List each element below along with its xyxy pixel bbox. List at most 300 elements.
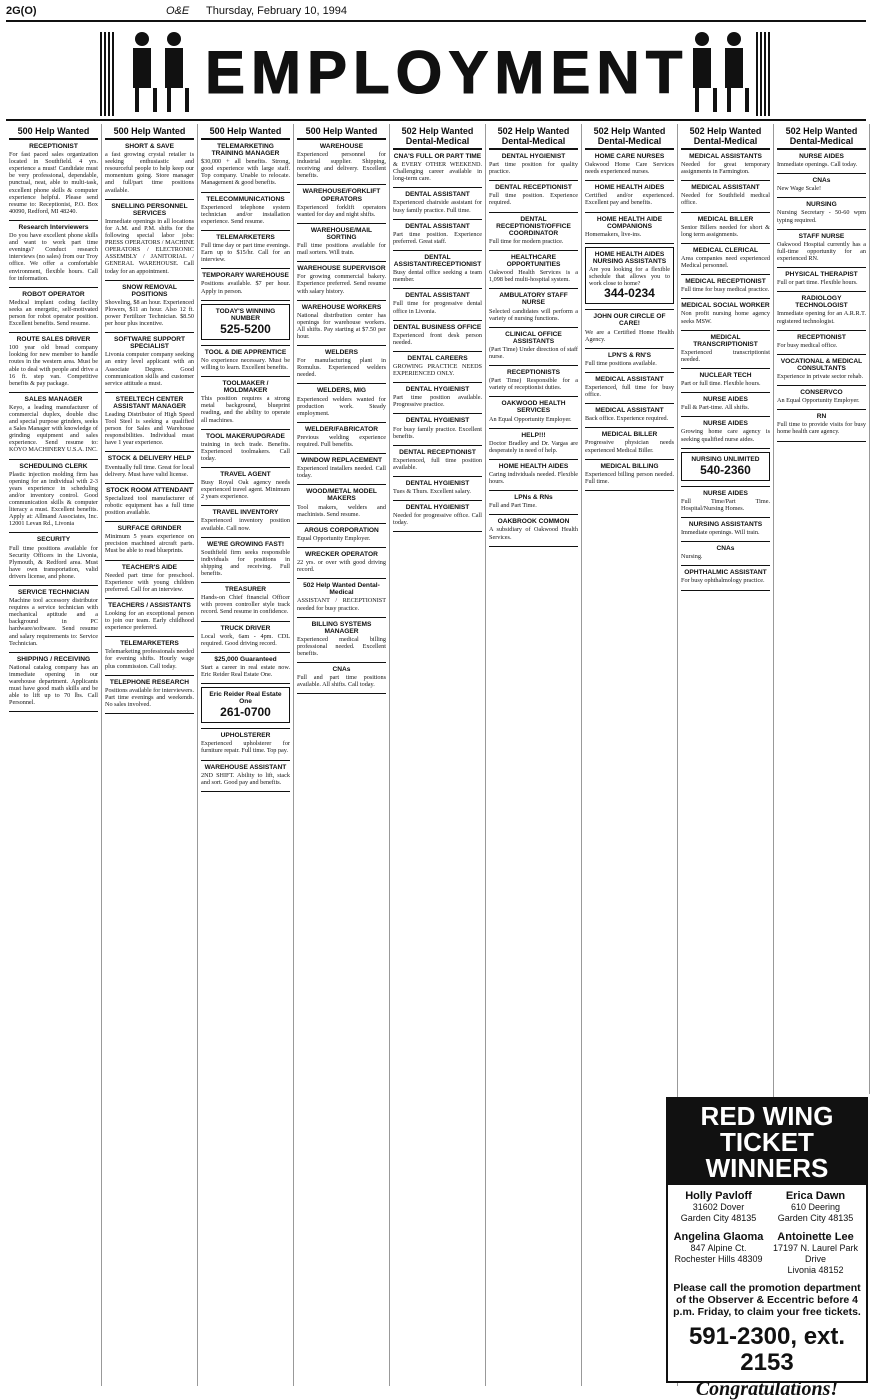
ad-title: DENTAL ASSISTANT (405, 191, 470, 199)
ad-title: MEDICAL ASSISTANTS (689, 153, 762, 160)
classified-ad (489, 153, 578, 175)
ad-body: Tool makers, welders and machinists. Send resume. (297, 503, 386, 518)
ad-title: SURFACE GRINDER (117, 525, 182, 533)
ad-title: DENTAL BUSINESS OFFICE (393, 323, 482, 331)
ad-body: Local work, 6am - 4pm. CDL required. Good driving record. (201, 632, 290, 647)
ad-title: TELEMARKETING TRAINING MANAGER (211, 143, 280, 158)
ad-title: CNAs (716, 545, 735, 553)
classified-ad (105, 455, 194, 477)
classified-ad (489, 254, 578, 283)
classified-ad (393, 504, 482, 526)
ad-title: DENTAL HYGIENIST (501, 153, 566, 160)
ad-title: TOOL & DIE APPRENTICE (204, 348, 287, 356)
classified-ad (585, 407, 674, 422)
classified-column (582, 124, 678, 1386)
classified-ad (393, 324, 482, 346)
ad-body: Start a career in real estate now. Eric Reider Real Estate One. (201, 663, 290, 678)
ad-divider (201, 467, 290, 468)
ad-body: training in tech trade. Benefits. Experienced toolmakers. Call today. (201, 440, 290, 462)
ad-divider (393, 445, 482, 446)
ad-body: Do you have excellent phone skills and want to work part time evenings? Conduct research interviews (no sales) from our Troy office. We offer a comfortable environment, flexible hours. Call for information. (9, 232, 98, 282)
ad-title: DENTAL RECEPTIONIST (495, 184, 572, 192)
ad-title: DENTAL RECEPTIONIST/OFFICE COORDINATOR (496, 215, 571, 237)
ad-title: SHORT & SAVE (125, 143, 174, 150)
column-heading: 502 Help Wanted Dental-Medical (393, 124, 482, 150)
classified-ad (105, 396, 194, 447)
classified-ad (9, 291, 98, 327)
ad-title: AMBULATORY STAFF NURSE (499, 292, 568, 307)
ad-title: WINDOW REPLACEMENT (301, 457, 382, 465)
ad-divider (777, 441, 866, 442)
classified-ad (297, 666, 386, 688)
ad-body: Needed for progressive office. Call today. (393, 512, 482, 527)
classified-ad (297, 527, 386, 542)
ad-body: We are a Certified Home Health Agency. (585, 328, 674, 343)
classified-ad (105, 525, 194, 554)
ad-divider (9, 459, 98, 460)
ad-body: Equal Opportunity Employer. (297, 534, 371, 542)
classified-ad (777, 271, 866, 286)
ad-title: SCHEDULING CLERK (19, 462, 88, 470)
classified-ad (201, 196, 290, 225)
classified-ad (9, 224, 98, 282)
ad-divider (105, 636, 194, 637)
ad-title: TOOLMAKER / MOLDMAKER (222, 380, 269, 395)
ad-body: Full time for progressive dental office in Livonia. (393, 300, 482, 315)
winner-entry: Erica Dawn 610 Deering Garden City 48135 (777, 1190, 854, 1223)
classified-ad (777, 177, 866, 192)
person-figure-icon (162, 32, 186, 112)
ad-body: New Wage Scale! (777, 185, 822, 193)
ad-body: Oakwood Health Services is a 1,098 bed multi-hospital system. (489, 269, 578, 284)
ad-divider (393, 219, 482, 220)
ad-divider (777, 385, 866, 386)
ad-divider (105, 483, 194, 484)
winner-list (668, 1185, 866, 1282)
ad-body: & EVERY OTHER WEEKEND. Challenging career available in long-term care. (393, 161, 482, 183)
ad-body: Experienced inventory position available. Call now. (201, 517, 290, 532)
classified-ad (105, 336, 194, 387)
ad-body: Non profit nursing home agency seeks MSW. (681, 310, 770, 325)
column-heading: 500 Help Wanted (105, 124, 194, 140)
classified-ad (681, 521, 770, 536)
ad-body: Full time to provide visits for busy home health care agency. (777, 421, 866, 436)
ad-divider (681, 298, 770, 299)
ad-title: CNAs (812, 177, 831, 185)
classified-ad (681, 372, 770, 387)
ad-divider (297, 383, 386, 384)
classified-ad (105, 284, 194, 328)
ad-body: Progressive physician needs experienced Medical Biller. (585, 439, 674, 454)
ad-title: DENTAL HYGIENIST (405, 480, 470, 487)
classified-ad (489, 216, 578, 245)
ad-title: HEALTHCARE OPPORTUNITIES (506, 253, 561, 269)
classified-ad (585, 463, 674, 485)
ad-divider (489, 327, 578, 328)
ad-divider (297, 345, 386, 346)
ad-divider (201, 582, 290, 583)
ad-divider (297, 662, 386, 663)
ad-divider (681, 448, 770, 449)
column-heading: 502 Help Wanted Dental-Medical (489, 124, 578, 150)
classified-ad (393, 417, 482, 439)
ad-title: NURSING (806, 201, 837, 209)
ad-body: ASSISTANT / RECEPTIONIST needed for busy practice. (297, 597, 386, 612)
classified-ad (585, 247, 674, 304)
classified-ad (201, 234, 290, 263)
ad-title: BILLING SYSTEMS MANAGER (311, 620, 372, 635)
claim-message: Please call the promotion department of the Observer & Eccentric before 4 p.m. Friday, to claim your free tickets. (673, 1282, 861, 1318)
ad-divider (297, 523, 386, 524)
ad-body: Needed for great temporary assignments in Farmington. (681, 161, 770, 176)
column-heading: 502 Help Wanted Dental-Medical (681, 124, 770, 150)
banner-rule (6, 119, 866, 121)
classified-ad (201, 433, 290, 462)
ad-title: WELDERS, MIG (316, 387, 367, 395)
ad-divider (297, 300, 386, 301)
ad-body: National distribution center has openings for warehouse workers. All shifts. Pay starting at $7.50 per hour. (297, 311, 386, 340)
ad-divider (585, 427, 674, 428)
ad-divider (393, 413, 482, 414)
classified-ad (201, 541, 290, 577)
ad-title: LPNs & RNs (514, 494, 553, 502)
ad-title: CNA'S FULL OR PART TIME (393, 153, 482, 160)
ad-title: 502 Help Wanted Dental-Medical (303, 582, 380, 597)
classified-ad (297, 426, 386, 448)
classified-ad (489, 369, 578, 391)
classified-ad (489, 400, 578, 422)
ad-divider (201, 505, 290, 506)
ad-divider (105, 560, 194, 561)
ad-title: NURSE AIDES (703, 396, 748, 404)
ad-title: NURSING ASSISTANTS (688, 521, 763, 528)
ad-title: TELEMARKETERS (216, 233, 275, 241)
ad-title: STOCK ROOM ATTENDANT (106, 486, 193, 494)
classified-column (390, 124, 486, 1386)
ad-phone-number: 540-2360 (700, 462, 751, 477)
classified-ad (9, 143, 98, 215)
ad-title: RECEPTIONIST (29, 143, 78, 150)
ad-divider (777, 354, 866, 355)
ad-title: MEDICAL BILLING (600, 462, 659, 470)
ad-body: Tues & Thurs. Excellent salary. (393, 488, 471, 496)
ad-body: Experience in private sector rehab. (777, 372, 864, 380)
ad-body: (Part Time) Responsible for a variety of receptionist duties. (489, 377, 578, 392)
classified-column (102, 124, 198, 1386)
classified-ad (777, 295, 866, 324)
ad-divider (585, 490, 674, 491)
ad-title: HOME HEALTH AIDES (594, 184, 665, 192)
classified-ad (9, 536, 98, 580)
ad-divider (681, 274, 770, 275)
ad-divider (393, 250, 482, 251)
column-heading: 500 Help Wanted (297, 124, 386, 140)
ad-body: Back office. Experience required. (585, 415, 669, 423)
ad-title: WOOD/METAL MODEL MAKERS (306, 488, 377, 503)
classified-ad (681, 334, 770, 363)
ad-title: MEDICAL ASSISTANT (691, 184, 760, 192)
ad-title: HOME HEALTH AIDES (498, 462, 569, 470)
ad-title: MEDICAL RECEPTIONIST (685, 278, 766, 286)
ad-body: This position requires a strong metal background, blueprint reading, and the ability to operate all machines. (201, 395, 290, 424)
classified-ad (393, 386, 482, 408)
ad-body: Minimum 5 years experience on precision machined aircraft parts. Must be able to read blueprints. (105, 533, 194, 555)
ad-title: SERVICE TECHNICIAN (17, 588, 90, 596)
classified-ad (489, 184, 578, 206)
ad-divider (201, 230, 290, 231)
ad-divider (201, 300, 290, 301)
classified-ad (393, 153, 482, 182)
classified-ad (105, 564, 194, 593)
red-wing-winners-box (666, 1097, 868, 1400)
ad-title: DENTAL ASSISTANT (405, 292, 470, 300)
ad-body: Homemakers, live-ins. (585, 230, 642, 238)
classified-ad (297, 304, 386, 340)
ad-body: GROWING PRACTICE NEEDS EXPERIENCED ONLY. (393, 362, 482, 378)
ad-divider (105, 675, 194, 676)
ad-divider (297, 578, 386, 579)
classified-ad (489, 292, 578, 321)
ad-divider (201, 192, 290, 193)
ad-divider (393, 351, 482, 352)
banner-stripes-right (756, 32, 770, 116)
ad-body: Shoveling, $8 an hour. Experienced Plowers, $11 an hour. Also 12 ft. power Fertilizer Technician. $8.50 per hour plus incentive. (105, 298, 194, 328)
ad-body: Keyo, a leading manufacturer of commercial duplex, double disc and special purpose grinders, seeks a Sales Manager with knowledge of grinding equipment and sales experience. Send resume to: KOYO MACHINERY U.S.A. INC. (9, 403, 98, 454)
ad-divider (489, 365, 578, 366)
ad-divider (777, 267, 866, 268)
ad-body: Experienced front desk person needed. (393, 331, 482, 346)
ad-body: Busy Royal Oak agency needs experienced travel agent. Minimum 2 years experience. (201, 479, 290, 501)
ad-divider (489, 288, 578, 289)
ad-phone-number: 525-5200 (220, 321, 271, 336)
ad-body: Full or part time. Flexible hours. (777, 279, 858, 287)
ad-title: ROBOT OPERATOR (22, 290, 85, 298)
ad-divider (681, 330, 770, 331)
ad-body: An Equal Opportunity Employer. (489, 415, 572, 423)
classified-ad (297, 457, 386, 479)
classified-ad (297, 349, 386, 378)
ad-divider (489, 490, 578, 491)
ad-body: Full and part time positions available. All shifts. Call today. (297, 674, 386, 689)
ad-body: $30,000 + all benefits. Strong, good experience with large staff. Top company. Unable to relocate. Management & good benefits. (201, 158, 290, 187)
ad-title: CNAs (332, 666, 351, 674)
ad-phone-number: 344-0234 (604, 286, 655, 301)
ad-body: Full time for busy medical practice. (681, 286, 770, 294)
ad-title: NURSING UNLIMITED (691, 455, 760, 463)
ad-body: Experienced installers needed. Call today. (297, 465, 386, 480)
header-rule (6, 20, 866, 22)
ad-title: DENTAL HYGIENIST (405, 417, 470, 425)
classified-ad (393, 223, 482, 245)
ad-title: SOFTWARE SUPPORT SPECIALIST (113, 336, 186, 351)
ad-body: Doctor Bradley and Dr. Vargas are desperately in need of help. (489, 439, 578, 454)
classified-column (774, 124, 870, 1094)
ad-title: STOCK & DELIVERY HELP (107, 455, 192, 463)
classified-ad (201, 656, 290, 678)
ad-body: Caring individuals needed. Flexible hours. (489, 471, 578, 486)
ad-title: OAKWOOD HEALTH SERVICES (501, 400, 566, 415)
ad-title: TELEPHONE RESEARCH (109, 678, 190, 686)
ad-body: Full time positions available for Security Officers in the Livonia, Plymouth, & Redford area. Must have own transportation, valid drivers license, and phone. (9, 544, 98, 580)
ad-title: WRECKER OPERATOR (305, 550, 378, 558)
classified-ad (9, 656, 98, 707)
classified-ad (297, 387, 386, 416)
ad-divider (681, 590, 770, 591)
classified-ad (201, 349, 290, 371)
ad-title: VOCATIONAL & MEDICAL CONSULTANTS (780, 357, 863, 372)
classified-column (294, 124, 390, 1386)
ad-body: Experienced upholsterer for furniture repair. Full time. Top pay. (201, 740, 290, 755)
ad-divider (9, 711, 98, 712)
ad-body: Full time for modern practice. (489, 237, 564, 245)
ad-divider (105, 280, 194, 281)
classified-ad (777, 233, 866, 262)
ad-title: SECURITY (36, 536, 71, 544)
ad-title: TELECOMMUNICATIONS (206, 195, 285, 203)
classified-ad (489, 463, 578, 485)
ad-body: Needed part time for preschool. Experience with young children preferred. Call for an interview. (105, 571, 194, 593)
ad-divider (297, 547, 386, 548)
ad-body: For busy family practice. Excellent benefits. (393, 425, 482, 440)
classified-ad (681, 420, 770, 442)
winner-entry: Antoinette Lee 17197 N. Laurel Park Drive Livonia 48152 (772, 1231, 859, 1275)
ad-body: Part time position for quality practice. (489, 161, 578, 176)
classified-ad (297, 227, 386, 256)
classified-ad (297, 551, 386, 573)
ad-title: TEACHERS / ASSISTANTS (108, 601, 191, 609)
ad-divider (105, 332, 194, 333)
claim-phone: 591-2300, ext. 2153 (688, 1323, 846, 1376)
ad-body: Immediate openings. Call today. (777, 161, 858, 169)
ad-body: Previous welding experience required. Full benefits. (297, 433, 386, 448)
ad-title: PHYSICAL THERAPIST (785, 271, 858, 279)
classified-ad (201, 272, 290, 294)
ad-title: WELDERS (325, 349, 358, 357)
ad-divider (777, 173, 866, 174)
ad-divider (489, 212, 578, 213)
ad-title: WAREHOUSE/FORKLIFT OPERATORS (302, 188, 381, 203)
ad-divider (777, 330, 866, 331)
classified-ad (201, 764, 290, 786)
ad-title: DENTAL HYGIENIST (405, 504, 470, 512)
issue-date: Thursday, February 10, 1994 (206, 5, 348, 17)
ad-divider (105, 521, 194, 522)
ad-title: LPN'S & RN'S (607, 351, 652, 359)
ad-divider (201, 376, 290, 377)
ad-body: Needed for Southfield medical office. (681, 192, 770, 207)
ad-divider (105, 199, 194, 200)
classified-column (6, 124, 102, 1386)
ad-divider (585, 212, 674, 213)
ad-body: Experienced, full time for busy office. (585, 383, 674, 399)
ad-title: Research Interviewers (18, 223, 89, 231)
ad-title: HOME CARE NURSES (594, 153, 665, 160)
ad-divider (585, 372, 674, 373)
ad-body: Positions available for interviewers. Part time evenings and weekends. No sales involved. (105, 686, 195, 708)
ad-divider (201, 760, 290, 761)
ad-title: OAKBROOK COMMON (497, 518, 570, 526)
classified-ad (9, 463, 98, 528)
ad-divider (489, 428, 578, 429)
ad-divider (105, 713, 194, 714)
ad-title: RECEPTIONISTS (506, 369, 561, 377)
ad-body: Full time day or part time evenings. Earn up to $15/hr. Call for an interview. (201, 242, 290, 264)
ad-divider (777, 409, 866, 410)
person-figure-icon (690, 32, 714, 112)
ad-title: $25,000 Guaranteed (214, 655, 277, 663)
ad-title: ARGUS CORPORATION (304, 526, 379, 534)
classified-ad (393, 191, 482, 213)
ad-title: Eric Reider Real Estate One (209, 691, 282, 706)
classified-ad (105, 640, 194, 669)
ad-body: A subsidiary of Oakwood Health Services. (489, 526, 578, 541)
ad-divider (9, 532, 98, 533)
ad-divider (393, 382, 482, 383)
ad-body: National catalog company has an immediate opening in our warehouse department. Applicants must have good math skills and be able to lift up to 70 lbs. Call Personnel. (9, 663, 98, 707)
ad-body: For busy ophthalmology practice. (681, 577, 765, 585)
column-heading: 502 Help Wanted Dental-Medical (585, 124, 674, 150)
ad-divider (681, 416, 770, 417)
column-heading: 500 Help Wanted (9, 124, 98, 140)
ad-body: For fast paced sales organization located in Southfield. 4 yrs. experience a must! Candidate must be very professional, dependable, punctual, neat, able to multi-task, excellent phone skills & computer experience helpful. Please send resume to: Receptionist, P.O. Box 40090, Redford, MI 48240. (9, 151, 98, 215)
ad-title: STAFF NURSE (798, 232, 845, 240)
ad-divider (585, 309, 674, 310)
ad-divider (201, 268, 290, 269)
classified-ad (201, 687, 290, 723)
ad-body: Full & Part-time. All shifts. (681, 404, 750, 412)
ad-body: Looking for an exceptional person to join our team. Early childhood experience preferred. (105, 609, 194, 632)
classified-ad (201, 304, 290, 340)
ad-divider (489, 250, 578, 251)
ad-body: No experience necessary. Must be willing to learn. Excellent benefits. (201, 356, 290, 371)
ad-title: SNOW REMOVAL POSITIONS (122, 283, 177, 298)
classified-ad (105, 203, 194, 275)
classified-ad (585, 352, 674, 367)
ad-title: NURSE AIDES (703, 420, 748, 428)
classified-ad (105, 143, 194, 194)
ad-body: An Equal Opportunity Employer. (777, 397, 860, 405)
page-header (6, 4, 866, 20)
classified-ad (585, 313, 674, 342)
ad-title: JOHN OUR CIRCLE OF CARE! (593, 313, 666, 328)
classified-ad (681, 153, 770, 175)
ad-body: 100 year old bread company looking for new member to handle routes in the western area. Must be able to deal with people and drive a 16 ft. step van. Competitive benefits & pay package. (9, 344, 98, 387)
ad-body: Area companies need experienced Medical personnel. (681, 254, 770, 270)
ad-title: WAREHOUSE ASSISTANT (204, 763, 287, 771)
ad-body: Part or full time. Flexible hours. (681, 380, 761, 388)
classified-ad (201, 625, 290, 647)
ad-title: MEDICAL ASSISTANT (595, 407, 664, 415)
ad-body: Experienced chairside assistant for busy family practice. Full time. (393, 199, 482, 214)
ad-body: Full time positions available. (585, 359, 657, 367)
ad-divider (585, 348, 674, 349)
classified-ad (201, 509, 290, 531)
ad-divider (393, 476, 482, 477)
congratulations-text: Congratulations! (695, 1378, 839, 1400)
ad-body: Nursing. (681, 553, 703, 561)
ad-body: Selected candidates will perform a variety of nursing functions. (489, 307, 578, 322)
ad-divider (9, 220, 98, 221)
ad-title: UPHOLSTERER (220, 732, 271, 740)
classified-ad (393, 292, 482, 314)
ad-body: Immediate openings in all locations for A.M. and P.M. shifts for the following special labor jobs: PRESS OPERATORS / MACHINE OPERATORS / ELECTRONIC ASSEMBLY / JANITORIAL / GENERAL WAREHOUSE. Call today for an appointment. (105, 217, 194, 275)
ad-body: For manufacturing plant in Romulus. Experienced welders needed. (297, 357, 386, 379)
ad-title: WAREHOUSE WORKERS (301, 303, 382, 311)
ad-body: Livonia computer company seeking an entry level applicant with an Associate Degree. Good communication skills and customer service attitude a must. (105, 351, 194, 387)
ad-divider (489, 180, 578, 181)
ad-divider (681, 565, 770, 566)
ad-body: Southfield firm seeks responsible individuals for positions in shipping and receiving. Full benefits. (201, 548, 290, 578)
